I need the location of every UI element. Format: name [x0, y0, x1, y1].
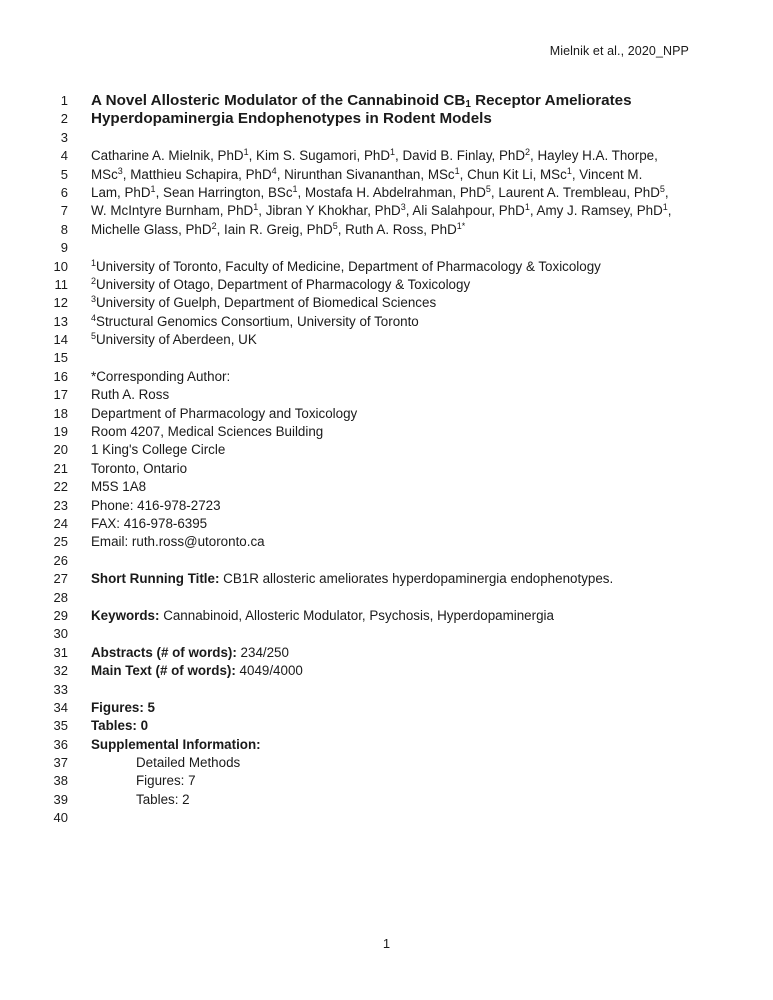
- running-head: Mielnik et al., 2020_NPP: [549, 44, 689, 58]
- author-name: Kim S. Sugamori, PhD: [256, 148, 390, 164]
- supplemental-label: Supplemental Information:: [91, 736, 261, 752]
- line-number: 5: [60, 166, 68, 182]
- line-number: 26: [53, 552, 68, 568]
- line-number: 32: [53, 663, 68, 679]
- author-line: W. McIntyre Burnham, PhD$^1$, Jibran Y Khokhar, PhD$^3$, Ali Salahpour, PhD$^1$, Amy J. Ramsey, PhD$^1$,: [91, 202, 672, 219]
- author-name: Nirunthan Sivananthan, MSc: [284, 166, 455, 182]
- abstract-word-count: Abstracts (# of words): 234/250: [91, 644, 289, 660]
- line-number: 27: [53, 571, 68, 587]
- author-line: Catharine A. Mielnik, PhD$^1$, Kim S. Sugamori, PhD$^1$, David B. Finlay, PhD$^2$, Hayley H.A. Thorpe,: [91, 147, 658, 164]
- line-number: 24: [53, 515, 68, 531]
- keywords: Keywords: Cannabinoid, Allosteric Modulator, Psychosis, Hyperdopaminergia: [91, 607, 554, 623]
- contact-phone: Phone: 416-978-2723: [91, 497, 221, 513]
- author-name: Chun Kit Li, MSc: [467, 166, 567, 182]
- line-number: 13: [53, 313, 68, 329]
- author-name: W. McIntyre Burnham, PhD: [91, 203, 254, 219]
- line-number: 40: [53, 810, 68, 826]
- line-number: 30: [53, 626, 68, 642]
- line-number: 11: [54, 276, 68, 292]
- short-running-title: Short Running Title: CB1R allosteric ameliorates hyperdopaminergia endophenotypes.: [91, 571, 614, 587]
- tables-count: Tables: 0: [91, 718, 149, 734]
- line-numbers: [0, 92, 68, 828]
- author-name: Ali Salahpour, PhD: [412, 203, 525, 219]
- author-name: Matthieu Schapira, PhD: [130, 166, 272, 182]
- line-number: 39: [53, 791, 68, 807]
- main-text-word-count: Main Text (# of words): 4049/4000: [91, 663, 303, 679]
- author-line: MSc$^3$, Matthieu Schapira, PhD$^4$, Nirunthan Sivananthan, MSc$^1$, Chun Kit Li, MSc$^1$, Vincent M.: [91, 165, 643, 182]
- author-name: Sean Harrington, BSc: [163, 184, 293, 200]
- line-number: 19: [53, 424, 68, 440]
- line-number: 4: [60, 148, 68, 164]
- line-number: 35: [53, 718, 68, 734]
- page-number: 1: [382, 936, 391, 951]
- line-number: 6: [60, 184, 68, 200]
- line-number: 9: [60, 240, 68, 256]
- line-number: 21: [53, 460, 68, 476]
- author-name: Mostafa H. Abdelrahman, PhD: [305, 184, 486, 200]
- line-number: 33: [53, 681, 68, 697]
- author-name: MSc: [91, 166, 118, 182]
- line-number: 20: [53, 442, 68, 458]
- title-page-body: [91, 92, 691, 828]
- line-number: 25: [53, 534, 68, 550]
- author-name: Hayley H.A. Thorpe,: [537, 148, 658, 164]
- line-number: 34: [53, 699, 68, 715]
- line-number: 1: [60, 93, 68, 108]
- affiliation: $^2$University of Otago, Department of Pharmacology & Toxicology: [91, 275, 471, 292]
- corresponding-author-label: *Corresponding Author:: [91, 368, 231, 384]
- author-line: Lam, PhD$^1$, Sean Harrington, BSc$^1$, Mostafa H. Abdelrahman, PhD$^5$, Laurent A. Trembleau, PhD$^5$,: [91, 183, 669, 200]
- line-number: 22: [53, 479, 68, 495]
- contact-line: Room 4207, Medical Sciences Building: [91, 424, 324, 440]
- line-number: 12: [53, 295, 68, 311]
- contact-line: M5S 1A8: [91, 479, 147, 495]
- line-number: 14: [53, 332, 68, 348]
- line-number: 37: [53, 755, 68, 771]
- author-name: Catharine A. Mielnik, PhD: [91, 148, 244, 164]
- line-number: 28: [53, 589, 68, 605]
- affiliation: $^3$University of Guelph, Department of Biomedical Sciences: [91, 294, 437, 311]
- line-number: 8: [60, 221, 68, 237]
- line-number: 3: [60, 129, 68, 145]
- author-line: Michelle Glass, PhD$^2$, Iain R. Greig, PhD$^5$, Ruth A. Ross, PhD$^{1*}$: [91, 220, 466, 237]
- author-name: Amy J. Ramsey, PhD: [536, 203, 663, 219]
- contact-email: Email: ruth.ross@utoronto.ca: [91, 534, 265, 550]
- supplemental-item: Figures: 7: [136, 773, 196, 789]
- line-number: 16: [53, 368, 68, 384]
- line-number: 36: [53, 736, 68, 752]
- author-name: Michelle Glass, PhD: [91, 221, 212, 237]
- paper-title-line-1: A Novel Allosteric Modulator of the Cannabinoid $CB_1$ Receptor Ameliorates: [91, 92, 632, 110]
- line-number: 10: [53, 258, 68, 274]
- line-number: 2: [60, 111, 68, 127]
- affiliation: $^4$Structural Genomics Consortium, University of Toronto: [91, 312, 419, 329]
- author-name: David B. Finlay, PhD: [402, 148, 526, 164]
- affiliation: $^1$University of Toronto, Faculty of Medicine, Department of Pharmacology & Toxicology: [91, 257, 601, 274]
- author-name: Lam, PhD: [91, 184, 151, 200]
- contact-line: 1 King's College Circle: [91, 442, 226, 458]
- supplemental-item: Tables: 2: [136, 791, 190, 807]
- author-name: Jibran Y Khokhar, PhD: [265, 203, 401, 219]
- author-name: Vincent M.: [579, 166, 643, 182]
- supplemental-item: Detailed Methods: [136, 755, 241, 771]
- contact-line: Department of Pharmacology and Toxicology: [91, 405, 358, 421]
- paper-title-line-2: Hyperdopaminergia Endophenotypes in Rodent Models: [91, 110, 492, 128]
- author-name: Iain R. Greig, PhD: [224, 221, 333, 237]
- line-number: 17: [53, 387, 68, 403]
- line-number: 18: [53, 405, 68, 421]
- line-number: 31: [53, 644, 68, 660]
- line-number: 29: [53, 607, 68, 623]
- line-number: 7: [60, 203, 68, 219]
- line-number: 23: [53, 497, 68, 513]
- author-name: Laurent A. Trembleau, PhD: [498, 184, 660, 200]
- line-number: 38: [53, 773, 68, 789]
- line-number: 15: [53, 350, 68, 366]
- author-name: Ruth A. Ross, PhD: [345, 221, 457, 237]
- contact-line: Ruth A. Ross: [91, 387, 170, 403]
- contact-line: Toronto, Ontario: [91, 460, 188, 476]
- contact-fax: FAX: 416-978-6395: [91, 515, 208, 531]
- figures-count: Figures: 5: [91, 699, 155, 715]
- affiliation: $^5$University of Aberdeen, UK: [91, 331, 257, 348]
